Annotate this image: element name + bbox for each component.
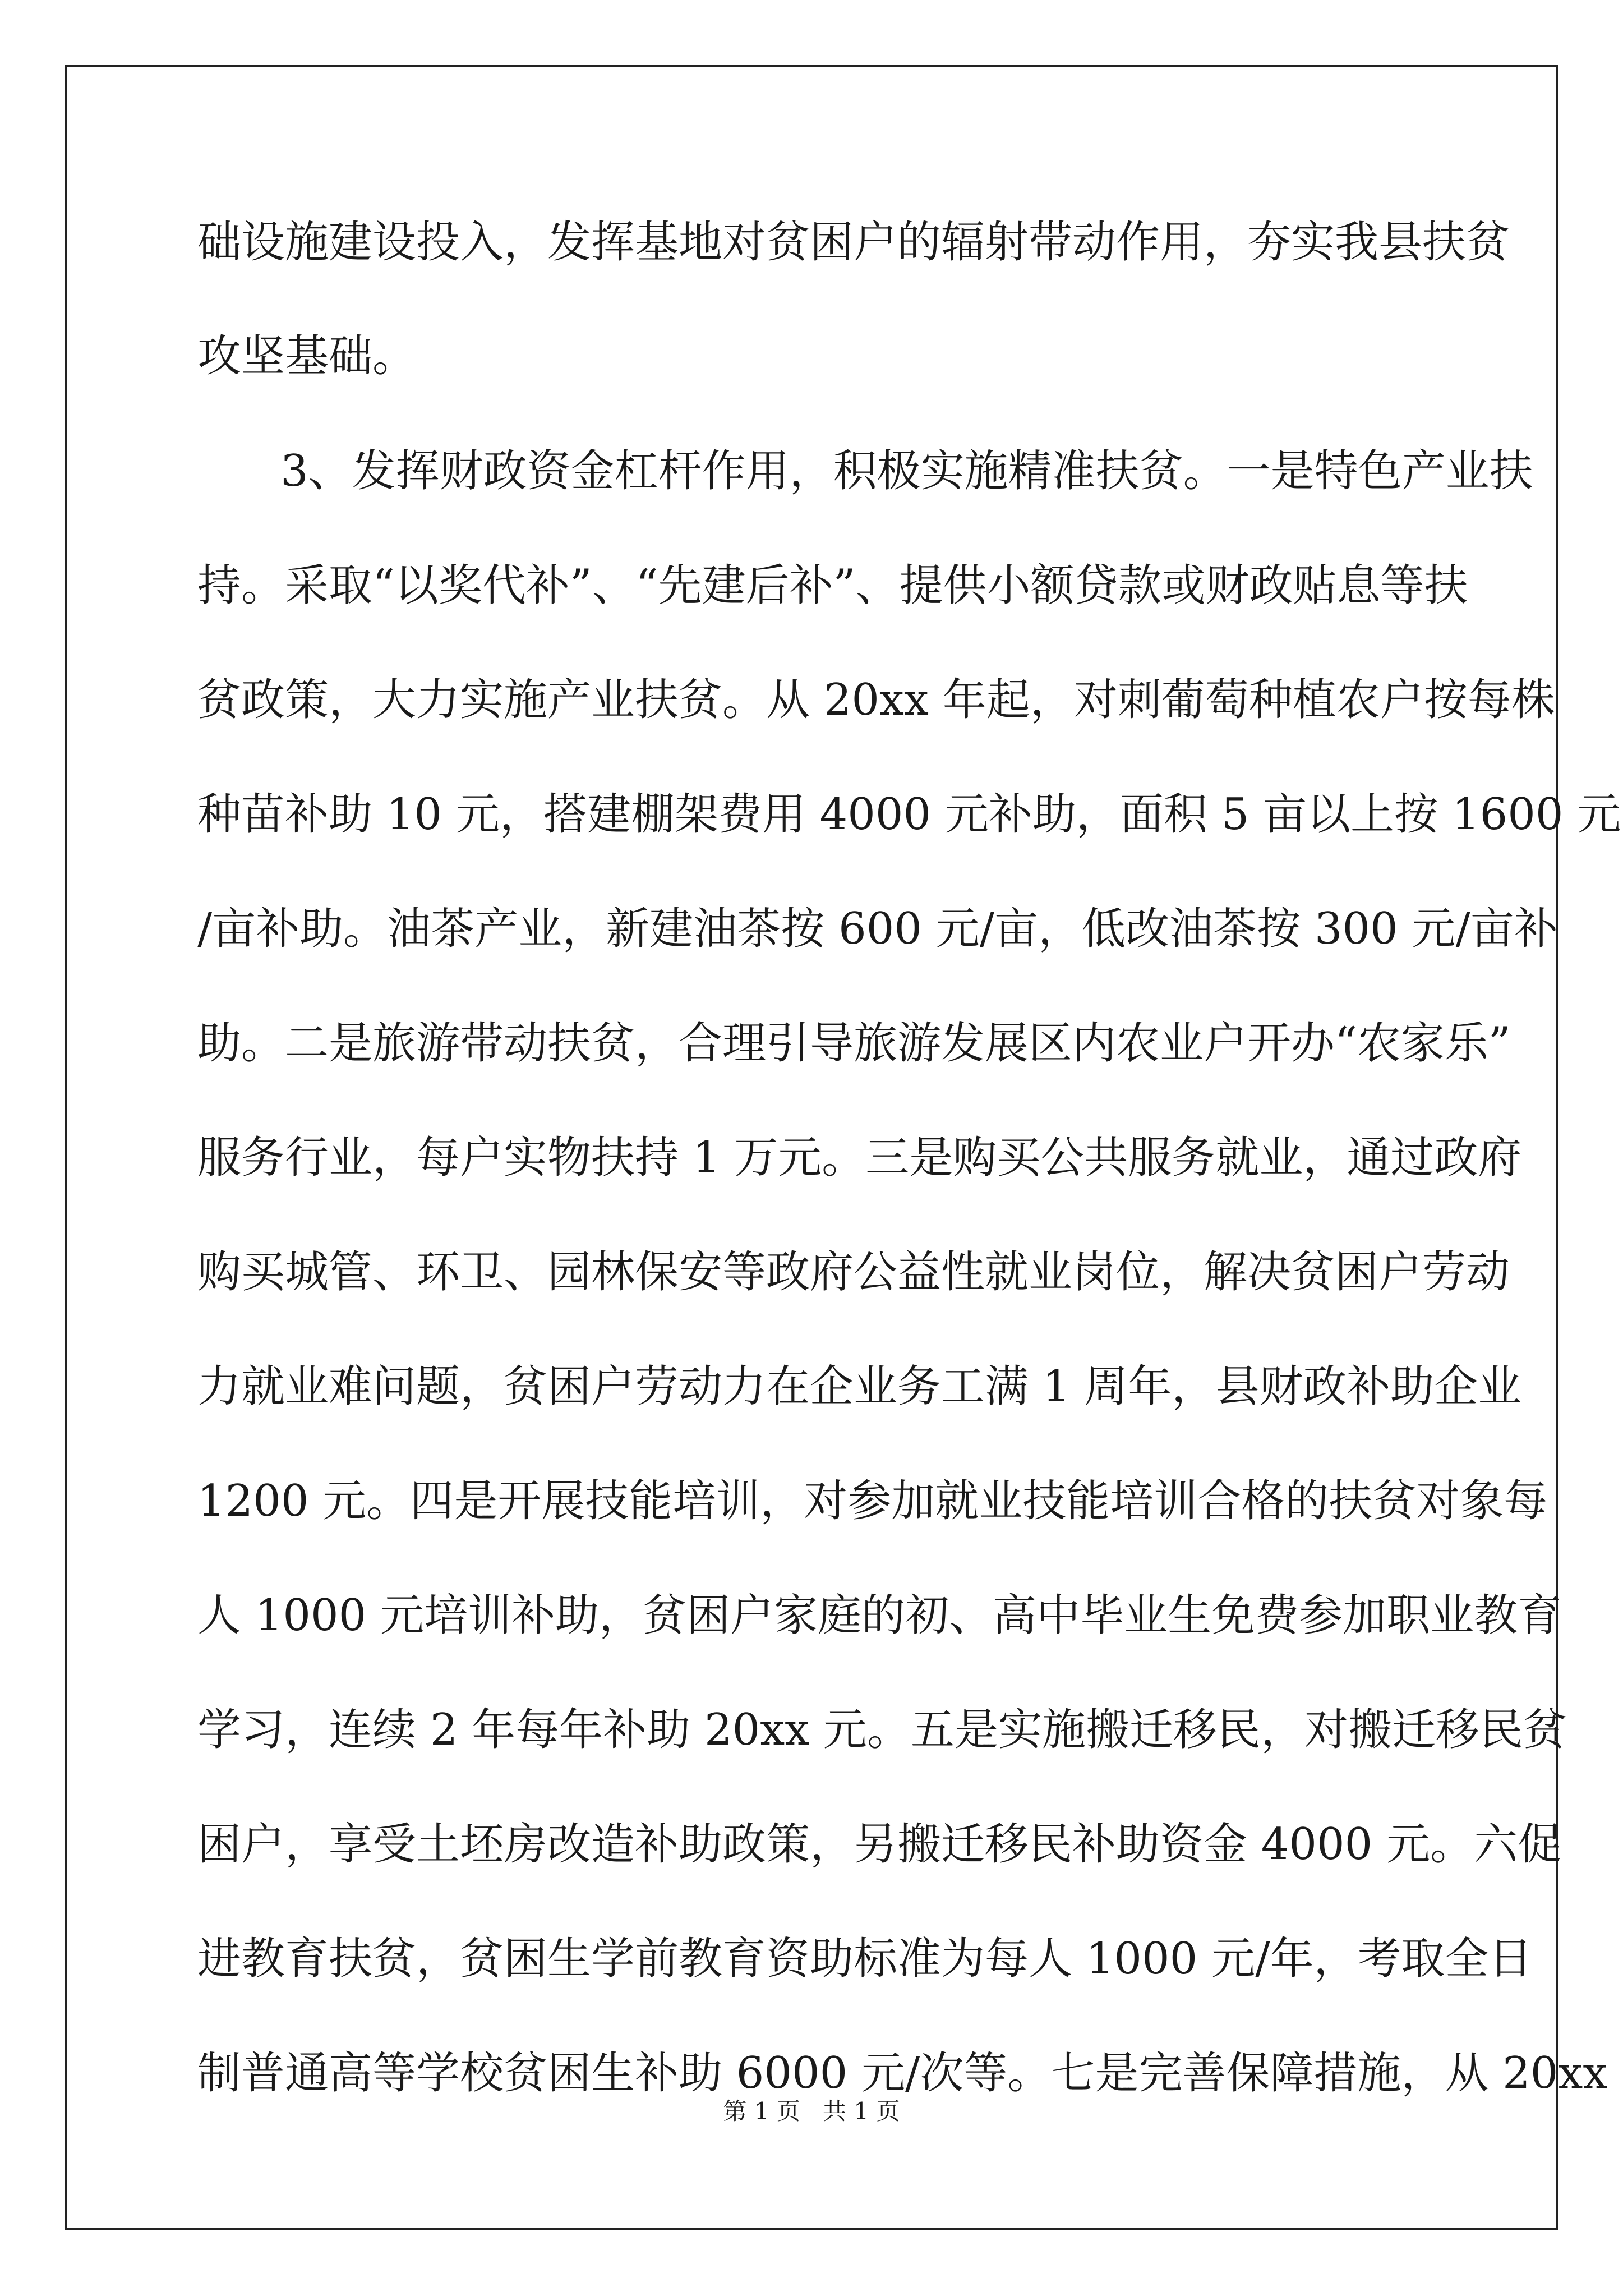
- text-line-3: 3、发挥财政资金杠杆作用，积极实施精准扶贫。一是特色产业扶: [280, 446, 1533, 496]
- text-line-10: 购买城管、环卫、园林保安等政府公益性就业岗位，解决贫困户劳动: [197, 1247, 1510, 1297]
- text-line-7: /亩补助。油茶产业，新建油茶按 600 元/亩，低改油茶按 300 元/亩补: [197, 904, 1558, 954]
- text-line-13: 人 1000 元培训补助，贫困户家庭的初、高中毕业生免费参加职业教育: [197, 1590, 1562, 1641]
- text-line-2: 攻坚基础。: [197, 331, 417, 381]
- text-line-8: 助。二是旅游带动扶贫，合理引导旅游发展区内农业户开办“农家乐”: [197, 1018, 1511, 1069]
- text-line-15: 困户，享受土坯房改造补助政策，另搬迁移民补助资金 4000 元。六促: [197, 1819, 1562, 1870]
- page-footer: 第 1 页 共 1 页: [723, 2097, 900, 2125]
- text-line-9: 服务行业，每户实物扶持 1 万元。三是购买公共服务就业，通过政府: [197, 1133, 1522, 1183]
- text-line-5: 贫政策，大力实施产业扶贫。从 20xx 年起，对刺葡萄种植农户按每株: [197, 675, 1555, 725]
- text-line-17: 制普通高等学校贫困生补助 6000 元/次等。七是完善保障措施，从 20xx: [197, 2048, 1608, 2099]
- text-line-1: 础设施建设投入，发挥基地对贫困户的辐射带动作用，夯实我县扶贫: [197, 217, 1510, 268]
- text-line-6: 种苗补助 10 元，搭建棚架费用 4000 元补助，面积 5 亩以上按 1600 元: [197, 789, 1621, 840]
- text-line-12: 1200 元。四是开展技能培训，对参加就业技能培训合格的扶贫对象每: [197, 1476, 1548, 1526]
- text-line-11: 力就业难问题，贫困户劳动力在企业务工满 1 周年，县财政补助企业: [197, 1361, 1522, 1412]
- text-line-14: 学习，连续 2 年每年补助 20xx 元。五是实施搬迁移民，对搬迁移民贫: [197, 1705, 1567, 1755]
- text-line-4: 持。采取“以奖代补”、“先建后补”、提供小额贷款或财政贴息等扶: [197, 560, 1468, 611]
- text-line-16: 进教育扶贫，贫困生学前教育资助标准为每人 1000 元/年，考取全日: [197, 1934, 1533, 1984]
